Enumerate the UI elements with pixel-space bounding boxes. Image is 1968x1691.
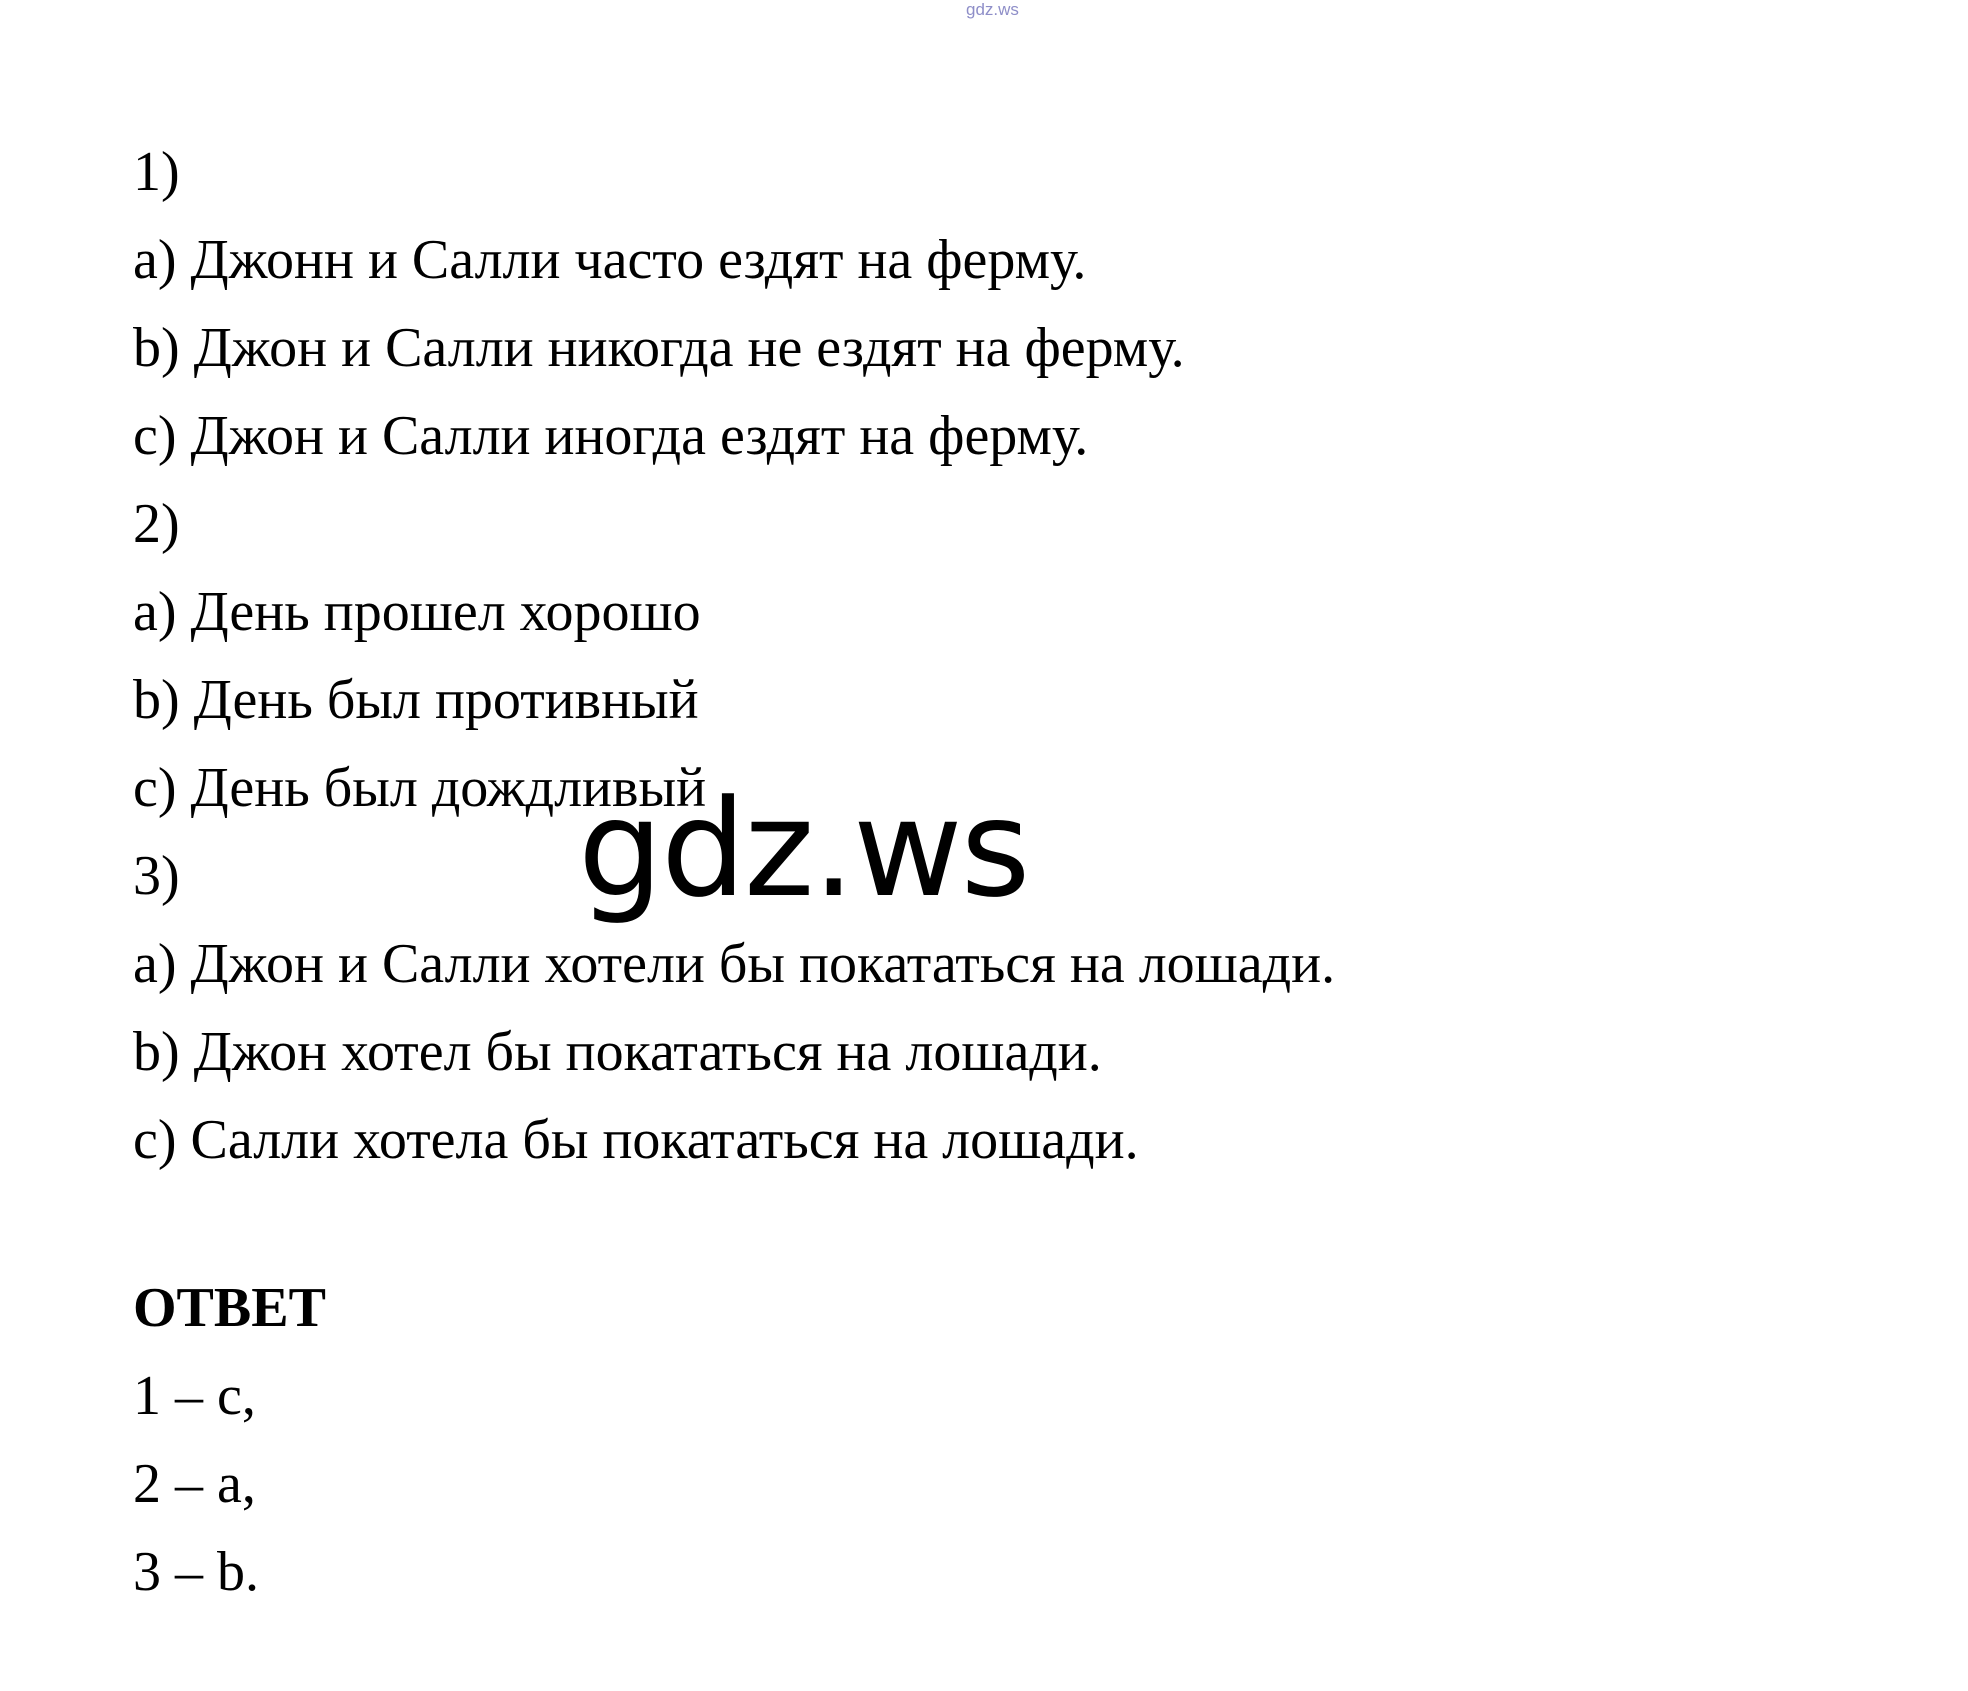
question-1-option-a: a) Джонн и Салли часто ездят на ферму.: [133, 229, 1087, 291]
answer-section: [133, 1264, 933, 1616]
question-2-option-c: c) День был дождливый: [133, 757, 707, 819]
answer-line-1: 1 – c,: [133, 1365, 256, 1427]
site-mark: gdz.ws: [966, 0, 1019, 19]
question-3-option-a: a) Джон и Салли хотели бы покататься на лошади.: [133, 933, 1336, 995]
watermark: gdz.ws: [578, 771, 1029, 927]
question-3-number: 3): [133, 845, 180, 907]
question-3-option-c: c) Салли хотела бы покататься на лошади.: [133, 1109, 1139, 1171]
question-2-option-a: a) День прошел хорошо: [133, 581, 701, 643]
question-1-option-b: b) Джон и Салли никогда не ездят на ферму.: [133, 317, 1185, 379]
answer-line-3: 3 – b.: [133, 1541, 259, 1603]
question-2-option-b: b) День был противный: [133, 669, 699, 731]
exercise-document: [133, 128, 1833, 1184]
answer-title: ОТВЕТ: [133, 1277, 326, 1339]
question-1-number: 1): [133, 141, 180, 203]
question-1-option-c: c) Джон и Салли иногда ездят на ферму.: [133, 405, 1089, 467]
question-3-option-b: b) Джон хотел бы покататься на лошади.: [133, 1021, 1102, 1083]
question-2-number: 2): [133, 493, 180, 555]
answer-line-2: 2 – a,: [133, 1453, 256, 1515]
